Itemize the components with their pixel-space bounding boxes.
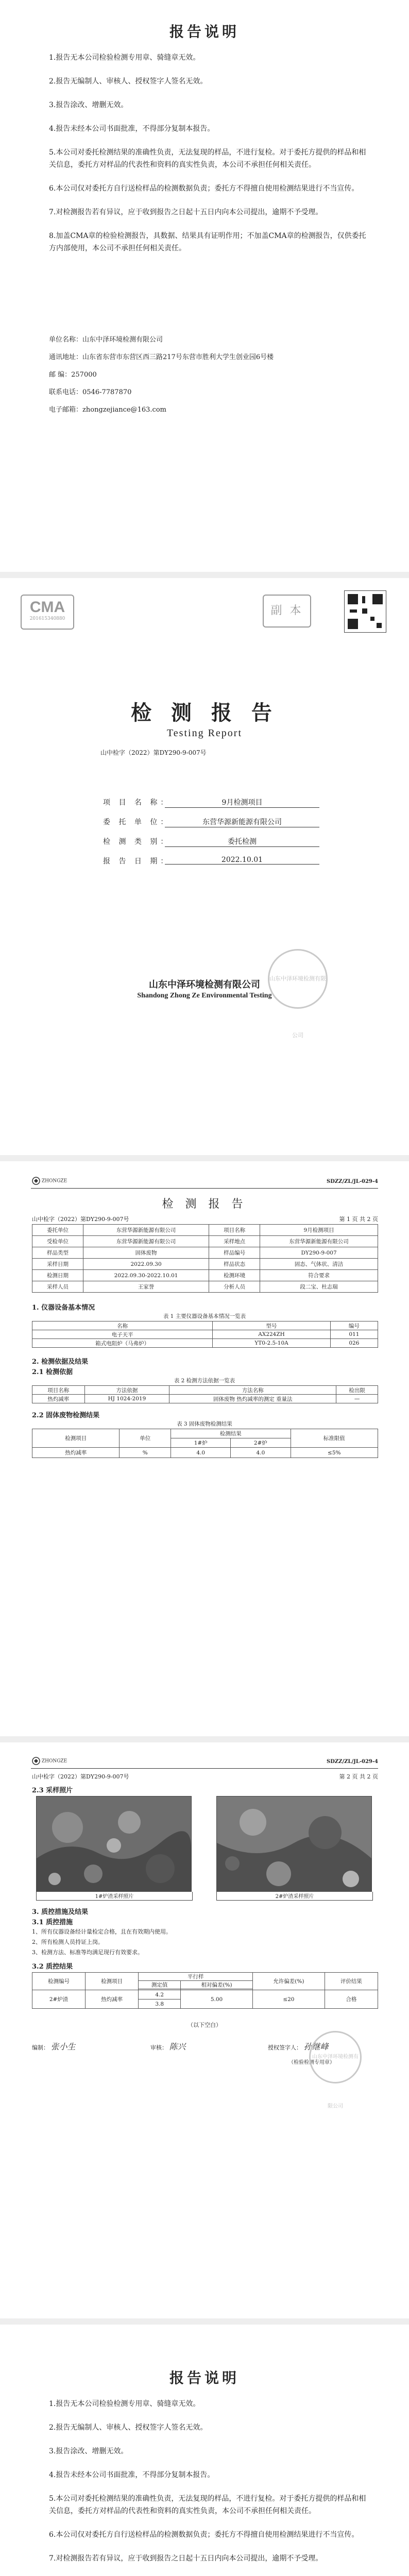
page-gap	[0, 1736, 409, 1742]
info-label-cell: 样品编号	[209, 1247, 260, 1259]
brand-logo-icon	[32, 1757, 40, 1765]
table-cell: ≤5%	[291, 1448, 378, 1458]
info-table	[32, 1224, 378, 1293]
signature-prepared	[32, 2040, 76, 2052]
cover-title: 检 测 报 告	[131, 701, 278, 725]
table-cell: 4.0	[171, 1448, 231, 1458]
page-gap	[0, 572, 409, 578]
table-header-cell: 单位	[120, 1429, 171, 1448]
table-header-cell: 相对偏差(%)	[181, 1981, 253, 1989]
table-header-cell: 检出限	[336, 1386, 378, 1395]
brand-name: ZHONGZE	[41, 1758, 67, 1764]
table-header-cell: 方法依据	[84, 1386, 169, 1395]
brand-logo-icon	[32, 1177, 40, 1185]
statement-item: 7.对检测报告若有异议，应于收到报告之日起十五日内向本公司提出，逾期不予受理。	[49, 2554, 323, 2563]
table-header-cell: 名称	[32, 1321, 213, 1330]
statement-item: 8.加盖CMA章的检验检测报告，具数据、结果具有证明作用；不加盖CMA章的检测报告，仅供委托方内部使用，本公司不承担任何相关责任。	[49, 232, 366, 252]
contact-block	[49, 335, 368, 422]
company-stamp: 山东中泽环境检测有限公司	[309, 2031, 362, 2083]
page-gap	[0, 2318, 409, 2325]
qc-measure-item: 2、所有检测人员持证上岗。	[32, 1939, 104, 1945]
statement-title: 报告说明	[169, 2369, 240, 2386]
section-heading: 2. 检测依据及结果	[32, 1358, 89, 1366]
info-row	[32, 1270, 378, 1281]
statement-item: 7.对检测报告若有异议，应于收到报告之日起十五日内向本公司提出，逾期不予受理。	[49, 208, 323, 216]
statement-item: 2.报告无编制人、审核人、授权签字人签名无效。	[49, 77, 208, 86]
signature-handwriting: 张小生	[50, 2042, 76, 2052]
table-cell: 5.00	[181, 1990, 253, 2009]
info-value-cell: 东营华源新能源有限公司	[83, 1225, 209, 1236]
section-heading: 2.1 检测依据	[32, 1368, 73, 1376]
field-value: 委托检测	[165, 836, 319, 847]
copy-stamp: 副 本	[263, 595, 311, 628]
page-gap	[0, 1155, 409, 1161]
phone-value: 0546-7787870	[82, 388, 132, 396]
info-value-cell: 符合要求	[260, 1270, 378, 1281]
table-header-cell: 评价结果	[325, 1973, 378, 1990]
info-label-cell: 采样人员	[32, 1281, 83, 1293]
statement-item: 1.报告无本公司检验检测专用章、骑缝章无效。	[49, 54, 200, 62]
brand-name: ZHONGZE	[41, 1178, 67, 1184]
statement-item: 3.报告涂改、增删无效。	[49, 101, 128, 109]
section-heading: 2.2 固体废物检测结果	[32, 1412, 100, 1419]
unit-label: 单位名称：	[49, 336, 83, 344]
company-stamp: 山东中泽环境检测有限公司	[268, 949, 328, 1009]
info-label-cell: 项目名称	[209, 1225, 260, 1236]
section-heading: 3.2 质控结果	[32, 1963, 73, 1971]
signature-handwriting: 孙继峰	[303, 2042, 329, 2052]
unit-value: 山东中泽环境检测有限公司	[82, 336, 163, 344]
table-caption: 表 2 检测方法依据一览表	[174, 1378, 235, 1384]
table-cell: 2#炉渣	[32, 1990, 86, 2009]
section-heading: 3.1 质控措施	[32, 1919, 73, 1926]
statement-item: 4.报告未经本公司书面批准，不得部分复制本报告。	[49, 125, 215, 133]
statement-item: 4.报告未经本公司书面批准，不得部分复制本报告。	[49, 2471, 215, 2479]
info-label-cell: 采样地点	[209, 1236, 260, 1247]
table-cell: HJ 1024-2019	[84, 1395, 169, 1403]
info-value-cell: 东营华源新能源有限公司	[260, 1236, 378, 1247]
table-cell: YT0-2.5-10A	[213, 1339, 331, 1348]
email-value: zhongzejiance@163.com	[82, 406, 166, 414]
table-cell: 电子天平	[32, 1330, 213, 1339]
signature-reviewed	[150, 2040, 186, 2052]
table-header-cell: 编号	[330, 1321, 378, 1330]
statement-item: 3.报告涂改、增删无效。	[49, 2447, 128, 2455]
header-logo	[32, 1177, 67, 1185]
statement-items	[49, 2398, 368, 2576]
statement-page-1	[0, 0, 409, 572]
table-cell: 4.2	[139, 1990, 181, 1999]
form-code: SDZZ/ZL/JL-029-4	[326, 1179, 378, 1184]
report-number: 山中检字（2022）第DY290-9-007号	[32, 1773, 129, 1780]
section-heading: 1. 仪器设备基本情况	[32, 1304, 95, 1312]
qc-table	[32, 1972, 378, 2009]
table-cell: 4.0	[231, 1448, 291, 1458]
info-value-cell: 2022.09.30-2022.10.01	[83, 1270, 209, 1281]
cover-field-category	[103, 836, 319, 849]
field-value: 9月检测项目	[165, 797, 319, 808]
address-label: 通讯地址：	[49, 353, 83, 361]
header-logo	[32, 1757, 67, 1765]
info-label-cell: 样品类型	[32, 1247, 83, 1259]
cma-seal-number: 201615340880	[29, 616, 65, 621]
table-cell: 热灼减率	[86, 1990, 139, 2009]
info-label-cell: 采样日期	[32, 1259, 83, 1270]
info-row	[32, 1236, 378, 1247]
signature-label: 编制：	[32, 2044, 49, 2051]
field-label: 委 托 单 位：	[103, 818, 171, 826]
table-header-cell: 项目名称	[32, 1386, 85, 1395]
info-value-cell: DY290-9-007	[260, 1247, 378, 1259]
statement-title: 报告说明	[169, 23, 240, 40]
table-header-cell: 标准限值	[291, 1429, 378, 1448]
page-number: 第 1 页 共 2 页	[339, 1216, 378, 1223]
address-value: 山东省东营市东营区西三路217号东营市胜利大学生创业园6号楼	[82, 353, 274, 361]
table-cell: 箱式电阻炉（马弗炉）	[32, 1339, 213, 1348]
table-caption: 表 3 固体废物检测结果	[177, 1421, 232, 1427]
table-caption: 表 1 主要仪器设备基本情况一览表	[163, 1313, 246, 1319]
result-table	[32, 1429, 378, 1458]
info-value-cell: 东营华源新能源有限公司	[83, 1236, 209, 1247]
table-cell: 3.8	[139, 1999, 181, 2009]
cover-subtitle: Testing Report	[166, 727, 243, 739]
cma-seal-mark: CMA	[29, 599, 65, 616]
cover-report-number: 山中检字（2022）第DY290-9-007号	[100, 749, 207, 756]
section-heading: 2.3 采样照片	[32, 1787, 73, 1794]
qr-code-icon	[344, 590, 386, 633]
statement-item: 1.报告无本公司检验检测专用章、骑缝章无效。	[49, 2400, 200, 2408]
field-label: 项 目 名 称：	[103, 799, 171, 807]
photo-caption: 2#炉渣采样照片	[216, 1892, 373, 1901]
info-row	[32, 1259, 378, 1270]
table-header-cell: 方法名称	[169, 1386, 336, 1395]
email-label: 电子邮箱：	[49, 406, 83, 414]
stamp-note: （检验检测专用章）	[288, 2060, 335, 2065]
cover-page	[0, 578, 409, 1155]
statement-items	[49, 52, 368, 266]
info-value-cell: 固态、气体状、清洁	[260, 1259, 378, 1270]
table-header-cell: 检测编号	[32, 1973, 86, 1990]
slag-photo-1	[36, 1796, 192, 1892]
table-cell: 011	[330, 1330, 378, 1339]
qc-measure-item: 1、所有仪器设备经计量检定合格，且在有效期内使用。	[32, 1928, 172, 1935]
postcode-value: 257000	[71, 371, 97, 379]
table-cell: 固体废物 热灼减率的测定 重量法	[169, 1395, 336, 1403]
cma-seal	[21, 595, 74, 630]
statement-item: 2.报告无编制人、审核人、授权签字人签名无效。	[49, 2424, 208, 2432]
table-cell: %	[120, 1448, 171, 1458]
header-rule	[31, 1768, 378, 1769]
table-header-cell: 检测结果	[171, 1429, 291, 1438]
header-rule	[31, 1188, 378, 1189]
photo-caption: 1#炉渣采样照片	[36, 1892, 193, 1901]
table-header-cell: 型号	[213, 1321, 331, 1330]
cover-organization: 山东中泽环境检测有限公司	[149, 979, 260, 990]
info-label-cell: 样品状态	[209, 1259, 260, 1270]
table-header-cell: 平行样	[139, 1973, 253, 1981]
photo-image	[37, 1797, 191, 1892]
qc-measure-item: 3、检测方法、标准等均满足现行有效要求。	[32, 1949, 143, 1956]
slag-photo-2	[216, 1796, 372, 1892]
field-label: 报 告 日 期：	[103, 857, 171, 866]
table-header-cell: 1#炉	[171, 1438, 231, 1448]
info-label-cell: 分析人员	[209, 1281, 260, 1293]
method-table	[32, 1385, 378, 1403]
end-marker: （以下空白）	[188, 2022, 221, 2028]
table-cell: —	[336, 1395, 378, 1403]
signature-handwriting: 陈兴	[169, 2042, 186, 2052]
table-header-cell: 检测项目	[86, 1973, 139, 1990]
info-label-cell: 检测环境	[209, 1270, 260, 1281]
cover-field-project	[103, 797, 319, 809]
info-value-cell: 段二宝、杜志瑞	[260, 1281, 378, 1293]
statement-item: 5.本公司对委托检测结果的准确性负责，无法复现的样品，不进行复检。对于委托方提供的样品和相关信息，委托方对样品的代表性和资料的真实性负责，本公司不承担任何相关责任。	[49, 2495, 366, 2515]
signature-label: 审核：	[150, 2044, 167, 2051]
report-page-2	[0, 1742, 409, 2318]
statement-item: 6.本公司仅对委托方自行送检样品的检测数据负责；委托方不得擅自使用检测结果进行不当宣传。	[49, 2531, 359, 2539]
info-label-cell: 检测日期	[32, 1270, 83, 1281]
cover-organization-en: Shandong Zhong Ze Environmental Testing	[137, 992, 272, 999]
form-code: SDZZ/ZL/JL-029-4	[326, 1759, 378, 1765]
cover-field-client	[103, 817, 319, 829]
equipment-table	[32, 1321, 378, 1348]
field-value: 2022.10.01	[165, 856, 319, 865]
table-header-cell: 检测项目	[32, 1429, 120, 1448]
table-header-cell: 允许偏差(%)	[252, 1973, 325, 1990]
field-value: 东营华源新能源有限公司	[165, 817, 319, 827]
table-cell: 热灼减率	[32, 1448, 120, 1458]
signature-label: 授权签字人：	[268, 2044, 302, 2051]
info-label-cell: 受检单位	[32, 1236, 83, 1247]
info-label-cell: 委托单位	[32, 1225, 83, 1236]
report-number: 山中检字（2022）第DY290-9-007号	[32, 1216, 129, 1223]
cover-field-date	[103, 856, 319, 868]
section-heading: 3. 质控措施及结果	[32, 1908, 89, 1916]
info-value-cell: 王家誉	[83, 1281, 209, 1293]
photo-image	[217, 1797, 371, 1892]
statement-item: 5.本公司对委托检测结果的准确性负责，无法复现的样品，不进行复检。对于委托方提供的样品和相关信息，委托方对样品的代表性和资料的真实性负责，本公司不承担任何相关责任。	[49, 148, 366, 169]
table-cell: ≤20	[252, 1990, 325, 2009]
table-cell: 热灼减率	[32, 1395, 85, 1403]
table-header-cell: 测定值	[139, 1981, 181, 1989]
table-cell: 合格	[325, 1990, 378, 2009]
table-cell: 026	[330, 1339, 378, 1348]
info-row	[32, 1247, 378, 1259]
info-row	[32, 1225, 378, 1236]
info-row	[32, 1281, 378, 1293]
page-number: 第 2 页 共 2 页	[339, 1773, 378, 1780]
field-label: 检 测 类 别：	[103, 838, 171, 846]
report-page-1	[0, 1161, 409, 1736]
info-value-cell: 9月检测项目	[260, 1225, 378, 1236]
info-value-cell: 2022.09.30	[83, 1259, 209, 1270]
statement-item: 6.本公司仅对委托方自行送检样品的检测数据负责；委托方不得擅自使用检测结果进行不当宣传。	[49, 184, 359, 193]
table-header-cell: 2#炉	[231, 1438, 291, 1448]
qc-measures	[32, 1927, 172, 1958]
report-title: 检 测 报 告	[162, 1198, 247, 1211]
info-value-cell: 固体废物	[83, 1247, 209, 1259]
postcode-label: 邮 编：	[49, 371, 72, 379]
table-cell: AX224ZH	[213, 1330, 331, 1339]
statement-page-2	[0, 2325, 409, 2576]
phone-label: 联系电话：	[49, 388, 83, 396]
